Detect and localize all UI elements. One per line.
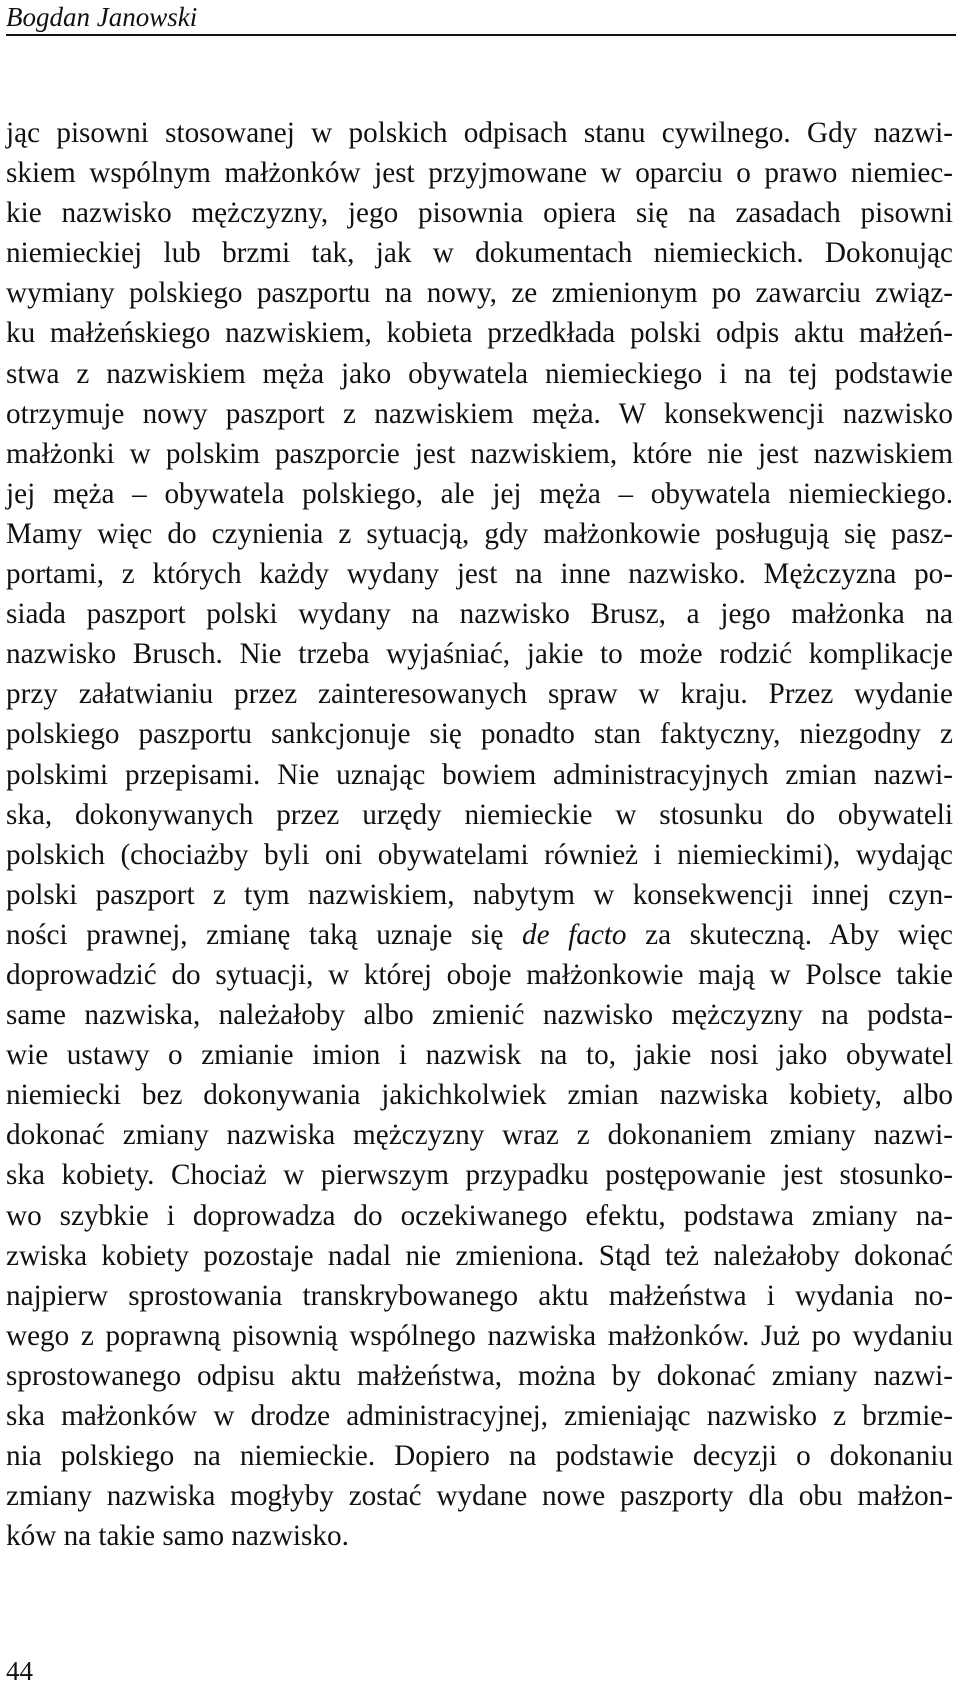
- text-line: nazwisko Brusch. Nie trzeba wyjaśniać, jakie to może rodzić komplikacje: [6, 638, 953, 671]
- text-line: polskiego paszportu sankcjonuje się ponadto stan faktyczny, niezgodny z: [6, 718, 953, 751]
- text-segment: za skuteczną. Aby więc: [626, 918, 953, 951]
- text-line: ska małżonków w drodze administracyjnej, zmieniając nazwisko z brzmie-: [6, 1400, 953, 1432]
- text-line: doprowadzić do sytuacji, w której oboje małżonkowie mają w Polsce takie: [6, 958, 953, 991]
- text-line: ku małżeńskiego nazwiskiem, kobieta przedkłada polski odpis aktu małżeń-: [6, 317, 953, 350]
- text-line: niemieckiej lub brzmi tak, jak w dokumentach niemieckich. Dokonując: [6, 237, 953, 270]
- text-line: same nazwiska, należałoby albo zmienić nazwisko mężczyzny na podsta-: [6, 999, 953, 1032]
- text-segment: ności prawnej, zmianę taką uznaje się: [6, 918, 523, 951]
- text-line: jej męża – obywatela polskiego, ale jej męża – obywatela niemieckiego.: [6, 477, 953, 510]
- page-header: [6, 2, 956, 34]
- text-line: wo szybkie i doprowadza do oczekiwanego efektu, podstawa zmiany na-: [6, 1199, 953, 1232]
- text-line: polskimi przepisami. Nie uznając bowiem administracyjnych zmian nazwi-: [6, 758, 953, 791]
- running-head-author: Bogdan Janowski: [6, 2, 198, 32]
- text-line: Mamy więc do czynienia z sytuacją, gdy małżonkowie posługują się pasz-: [6, 517, 953, 550]
- text-line: wie ustawy o zmianie imion i nazwisk na to, jakie nosi jako obywatel: [6, 1039, 953, 1072]
- text-line-last: ków na takie samo nazwisko.: [6, 1520, 349, 1553]
- text-line: sprostowanego odpisu aktu małżeństwa, można by dokonać zmiany nazwi-: [6, 1359, 953, 1392]
- text-line: nia polskiego na niemieckie. Dopiero na podstawie decyzji o dokonaniu: [6, 1440, 953, 1473]
- text-line: ska kobiety. Chociaż w pierwszym przypadku postępowanie jest stosunko-: [6, 1159, 953, 1192]
- header-rule: [6, 34, 956, 36]
- text-line: przy załatwianiu przez zainteresowanych spraw w kraju. Przez wydanie: [6, 678, 953, 711]
- text-line: otrzymuje nowy paszport z nazwiskiem męża. W konsekwencji nazwisko: [6, 397, 953, 430]
- text-line: polski paszport z tym nazwiskiem, nabytym w konsekwencji innej czyn-: [6, 878, 953, 911]
- text-line: wego z poprawną pisownią wspólnego nazwiska małżonków. Już po wydaniu: [6, 1319, 953, 1352]
- page-number: 44: [6, 1656, 33, 1686]
- text-line: niemiecki bez dokonywania jakichkolwiek zmian nazwiska kobiety, albo: [6, 1079, 953, 1112]
- text-line: dokonać zmiany nazwiska mężczyzny wraz z dokonaniem zmiany nazwi-: [6, 1119, 953, 1152]
- text-line: zmiany nazwiska mogłyby zostać wydane nowe paszporty dla obu małżon-: [6, 1480, 953, 1513]
- text-line: najpierw sprostowania transkrybowanego aktu małżeństwa i wydania no-: [6, 1279, 953, 1312]
- text-line: ska, dokonywanych przez urzędy niemieckie w stosunku do obywateli: [6, 798, 953, 831]
- text-line: jąc pisowni stosowanej w polskich odpisach stanu cywilnego. Gdy nazwi-: [6, 117, 953, 149]
- text-line: stwa z nazwiskiem męża jako obywatela niemieckiego i na tej podstawie: [6, 357, 953, 390]
- text-line: polskich (chociażby byli oni obywatelami również i niemieckimi), wydając: [6, 838, 953, 871]
- text-line: kie nazwisko mężczyzny, jego pisownia opiera się na zasadach pisowni: [6, 197, 953, 230]
- text-line: skiem wspólnym małżonków jest przyjmowane w oparciu o prawo niemiec-: [6, 157, 953, 190]
- text-line-with-italic: [6, 918, 953, 958]
- text-line: zwiska kobiety pozostaje nadal nie zmieniona. Stąd też należałoby dokonać: [6, 1239, 953, 1272]
- text-line: portami, z których każdy wydany jest na inne nazwisko. Mężczyzna po-: [6, 558, 953, 591]
- italic-phrase: de facto: [522, 918, 627, 951]
- text-line: małżonki w polskim paszporcie jest nazwiskiem, które nie jest nazwiskiem: [6, 437, 953, 470]
- body-paragraph: [6, 116, 953, 1559]
- text-line: siada paszport polski wydany na nazwisko Brusz, a jego małżonka na: [6, 598, 953, 631]
- text-line: wymiany polskiego paszportu na nowy, ze zmienionym po zawarciu związ-: [6, 277, 953, 310]
